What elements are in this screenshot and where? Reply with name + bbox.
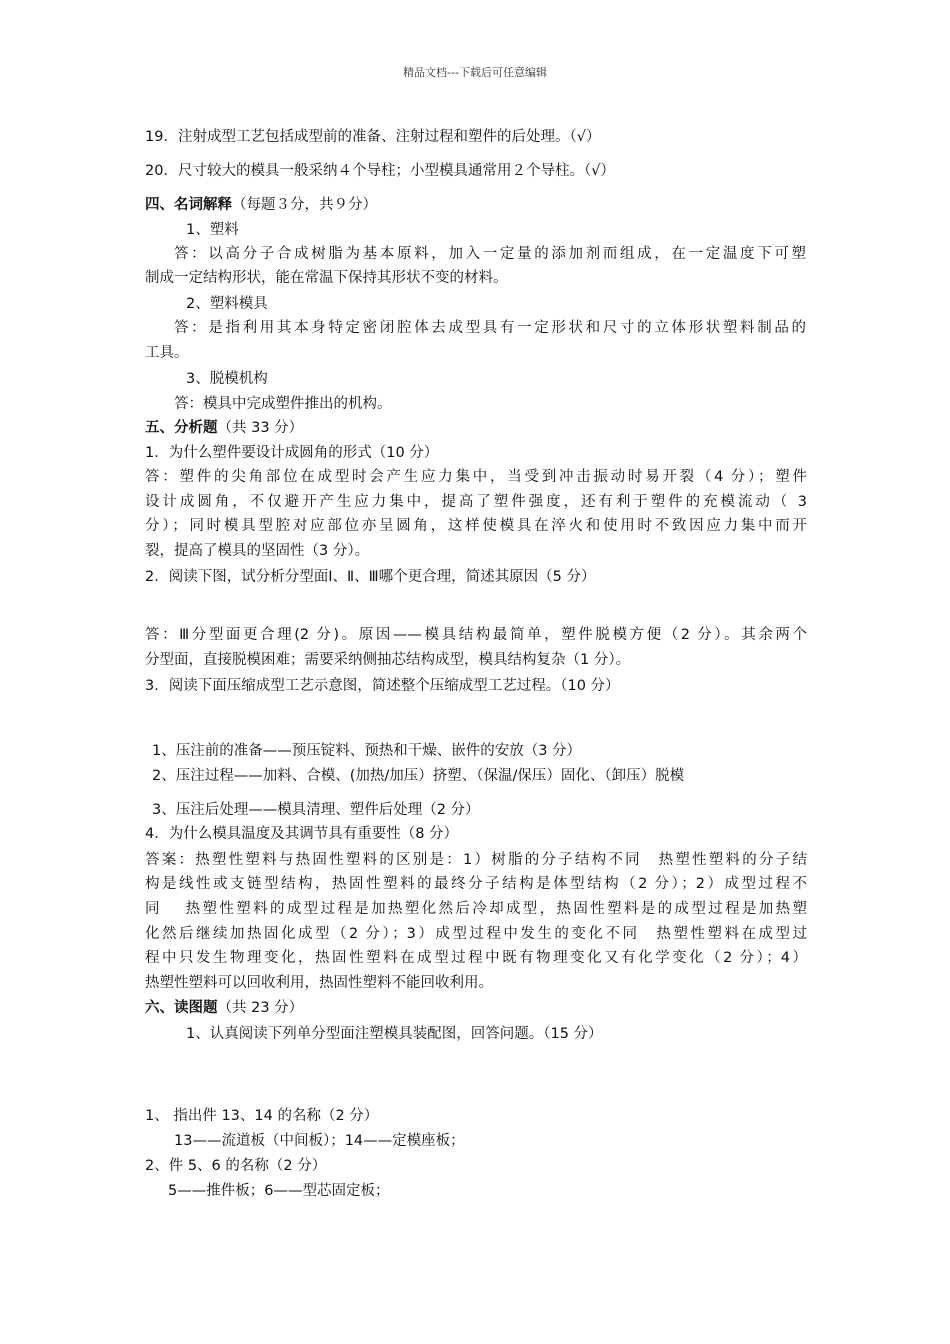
reading-answer-1: 13——流道板（中间板）；14——定模座板； [174,1133,465,1149]
analysis-3-step-3: 3、压注后处理——模具清理、塑件后处理（2 分） [152,802,480,818]
analysis-2-question: 2．阅读下图，试分析分型面Ⅰ、Ⅱ、Ⅲ哪个更合理，简述其原因（5 分） [145,569,596,585]
analysis-4-answer-line-5: 程中只发生物理变化，热固性塑料在成型过程中既有物理变化又有化学变化（2 分）；4） [145,950,807,966]
section-5-note: （共 33 分） [217,420,304,436]
analysis-1-answer-line-4: 裂，提高了模具的坚固性（3 分）。 [145,543,370,559]
question-20: 20．尺寸较大的模具一般采纳４个导柱；小型模具通常用２个导柱。（√） [145,163,615,179]
analysis-1-question: 1．为什么塑件要设计成圆角的形式（10 分） [145,445,439,461]
reading-answer-2: 5——推件板；6——型芯固定板； [168,1183,390,1199]
analysis-3-question: 3．阅读下面压缩成型工艺示意图，简述整个压缩成型工艺过程。（10 分） [145,678,620,694]
reading-intro: 1、认真阅读下列单分型面注塑模具装配图，回答问题。（15 分） [186,1026,603,1042]
analysis-4-answer-line-4: 化然后继续加热固化成型（2 分）；3）成型过程中发生的变化不同 热塑性塑料在成型过 [145,926,807,942]
analysis-1-answer-line-1: 答：塑件的尖角部位在成型时会产生应力集中，当受到冲击振动时易开裂（4 分）；塑件 [145,469,807,485]
answer-3: 答：模具中完成塑件推出的机构。 [174,396,392,412]
reading-question-1: 1、 指出件 13、14 的名称（2 分） [145,1108,379,1124]
answer-1-line-2: 制成一定结构形状，能在常温下保持其形状不变的材料。 [145,270,508,286]
analysis-2-answer-line-2: 分型面，直接脱模困难；需要采纳侧抽芯结构成型，模具结构复杂（1 分）。 [145,652,631,668]
analysis-3-step-2: 2、压注过程——加料、合模、(加热/加压）挤塑、（保温/保压）固化、（卸压）脱模 [152,768,685,784]
reading-question-2: 2、件 5、6 的名称（2 分） [145,1158,327,1174]
page-header: 精品文档---下载后可任意编辑 [403,66,547,79]
section-5-title: 五、分析题 [145,420,218,436]
section-4-title: 四、名词解释 [145,197,232,213]
term-2: 2、塑料模具 [186,296,268,312]
analysis-4-answer-line-1: 答案：热塑性塑料与热固性塑料的区别是：1）树脂的分子结构不同 热塑性塑料的分子结 [145,852,807,868]
analysis-4-answer-line-3: 同 热塑性塑料的成型过程是加热塑化然后冷却成型，热固性塑料是的成型过程是加热塑 [145,901,807,917]
section-6-title: 六、读图题 [145,1000,218,1016]
term-3: 3、脱模机构 [186,371,268,387]
analysis-2-answer-line-1: 答：Ⅲ分型面更合理(2 分)。原因——模具结构最简单，塑件脱模方便（2 分）。其余两个 [145,627,807,643]
section-4-heading [145,195,377,215]
analysis-4-answer-line-6: 热塑性塑料可以回收利用，热固性塑料不能回收利用。 [145,975,493,991]
analysis-3-step-1: 1、压注前的准备——预压锭料、预热和干燥、嵌件的安放（3 分） [152,743,582,759]
section-5-heading [145,418,303,438]
question-19: 19．注射成型工艺包括成型前的准备、注射过程和塑件的后处理。（√） [145,129,601,145]
answer-1-line-1: 答：以高分子合成树脂为基本原料，加入一定量的添加剂而组成，在一定温度下可塑 [174,246,806,262]
answer-2-line-1: 答：是指利用其本身特定密闭腔体去成型具有一定形状和尺寸的立体形状塑料制品的 [174,320,806,336]
analysis-4-question: 4．为什么模具温度及其调节具有重要性（8 分） [145,826,459,842]
analysis-1-answer-line-3: 分）；同时模具型腔对应部位亦呈圆角，这样使模具在淬火和使用时不致因应力集中而开 [145,518,807,534]
analysis-4-answer-line-2: 构是线性或支链型结构，热固性塑料的最终分子结构是体型结构（2 分）；2）成型过程不 [145,876,807,892]
answer-2-line-2: 工具。 [145,345,189,361]
analysis-1-answer-line-2: 设计成圆角，不仅避开产生应力集中，提高了塑件强度，还有利于塑件的充模流动（ 3 [145,494,807,510]
section-6-note: （共 23 分） [217,1000,304,1016]
term-1: 1、塑料 [186,222,239,238]
section-4-note: （每题３分，共９分） [232,197,377,213]
section-6-heading [145,998,303,1018]
